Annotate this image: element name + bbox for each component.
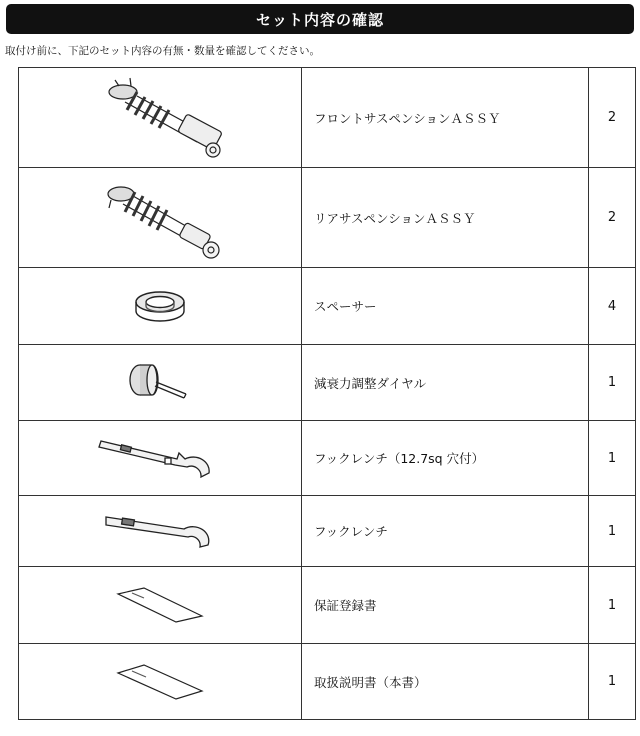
table-row — [19, 345, 636, 421]
item-name: スペーサー — [302, 268, 589, 345]
section-title: セット内容の確認 — [255, 10, 384, 29]
hook-wrench-12-7sq-icon — [19, 431, 301, 486]
table-row — [19, 496, 636, 567]
hook-wrench-icon — [19, 509, 301, 554]
parts-table — [18, 67, 636, 720]
item-name: 取扱説明書（本書） — [302, 644, 589, 720]
item-name: フックレンチ（12.7sq 穴付） — [302, 421, 589, 496]
front-suspension-assy-icon — [19, 70, 301, 165]
section-title-bar — [6, 4, 634, 34]
table-row — [19, 168, 636, 268]
rear-suspension-assy-icon — [19, 170, 301, 265]
manual-icon — [19, 661, 301, 703]
item-name: フックレンチ — [302, 496, 589, 567]
item-qty: 1 — [589, 567, 636, 644]
table-row — [19, 68, 636, 168]
item-name: 減衰力調整ダイヤル — [302, 345, 589, 421]
item-qty: 2 — [589, 168, 636, 268]
spacer-icon — [19, 284, 301, 329]
item-qty: 1 — [589, 496, 636, 567]
item-qty: 1 — [589, 345, 636, 421]
table-row — [19, 567, 636, 644]
item-qty: 2 — [589, 68, 636, 168]
warranty-card-icon — [19, 584, 301, 626]
item-qty: 4 — [589, 268, 636, 345]
table-row — [19, 644, 636, 720]
item-qty: 1 — [589, 644, 636, 720]
table-row — [19, 268, 636, 345]
item-name: 保証登録書 — [302, 567, 589, 644]
item-name: フロントサスペンションＡＳＳＹ — [302, 68, 589, 168]
intro-text: 取付け前に、下記のセット内容の有無・数量を確認してください。 — [5, 45, 320, 57]
damping-dial-icon — [19, 358, 301, 408]
table-row — [19, 421, 636, 496]
item-name: リアサスペンションＡＳＳＹ — [302, 168, 589, 268]
item-qty: 1 — [589, 421, 636, 496]
